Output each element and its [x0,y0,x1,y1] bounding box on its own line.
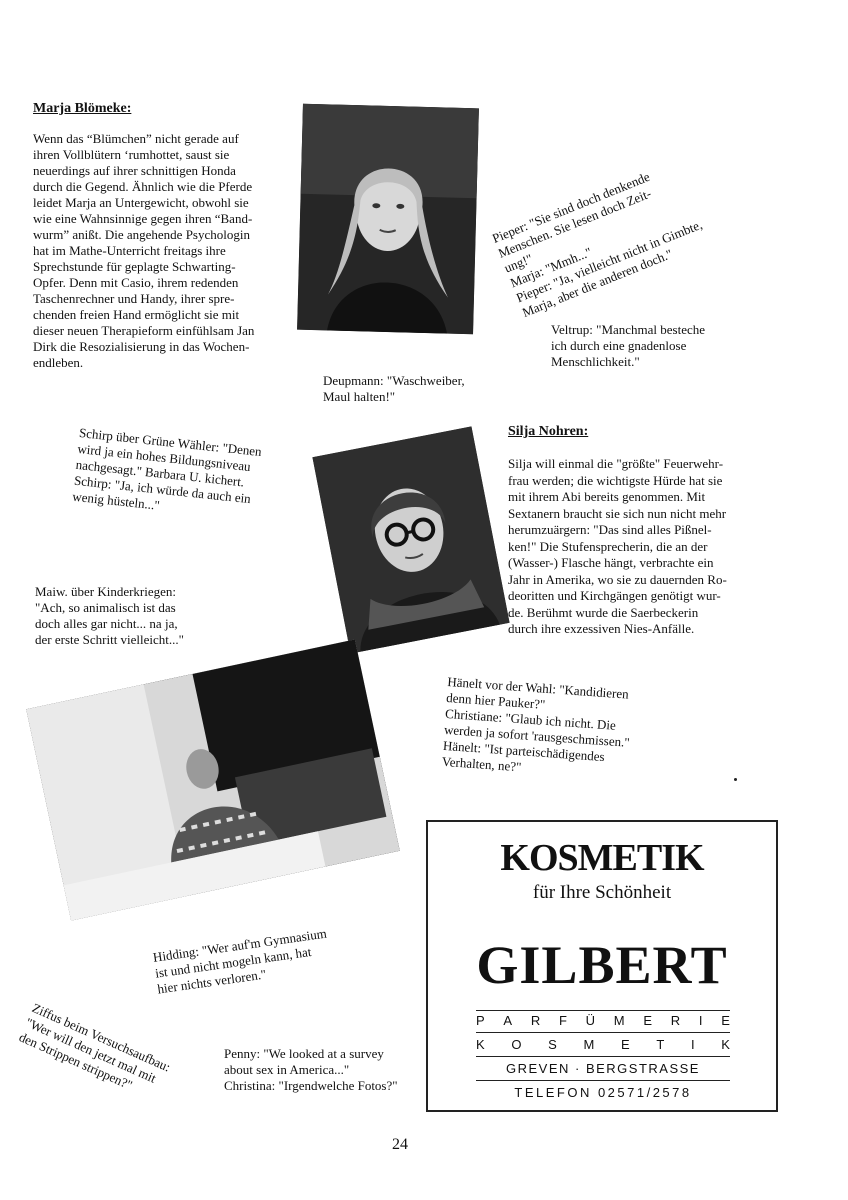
marja-text: Wenn das “Blümchen” nicht gerade auf ihren Vollblütern ‘rumhottet, saust sie neuerdings auf ihrer schnittigen Honda durch die Gegend. Ähnlich wie die Pferde leidet Marja an Untergewicht, obwohl sie wie eine Wahnsinnige gegen ihren “Band- wurm” anißt. Die angehende Psychologin hat im Mathe-Unterricht freitags ihre Sprechstunde für geplagte Schwarting- Opfer. Denn mit Casio, ihrem redenden Taschenrechner und Handy, ihrer spre- chenden freien Hand ermöglicht sie mit dieser neuen Therapieform einfühlsam Jan Dirk die Resozialisierung in das Wochen- endleben. [33,131,255,370]
haenelt-quote: Hänelt vor der Wahl: "Kandidieren denn hier Pauker?" Christiane: "Glaub ich nicht. Die werden ja sofort 'rausgeschmissen." Hänelt: "Ist parteischädigendes Verhalten, ne?" [441,674,631,775]
ad-letter: R [530,1012,541,1028]
ad-letter: K [476,1036,485,1052]
ad-letter: I [698,1012,703,1028]
ad-letter: T [656,1036,665,1052]
ad-letter: S [548,1036,557,1052]
marja-heading: Marja Blömeke: [33,101,132,116]
penny-quote: Penny: "We looked at a survey about sex in America..." Christina: "Irgendwelche Fotos?" [224,1046,398,1093]
veltrup-quote: Veltrup: "Manchmal besteche ich durch eine gnadenlose Menschlichkeit." [551,322,706,369]
pieper-quote: Pieper: "Sie sind doch denkende Menschen. Sie lesen doch Zeit- ung!" Marja: "Mmh..." Pieper: "Ja, vielleicht nicht in Gimbte, Marja, aber die anderen doch." [490,168,705,321]
silja-photo [312,426,509,653]
ad-divider [476,1032,730,1033]
portrait-image [312,426,509,653]
portrait-image [297,104,479,335]
ad-phone: TELEFON 02571/2578 [514,1084,692,1100]
hidding-quote: Hidding: "Wer auf'm Gymnasium ist und nicht mogeln kann, hat hier nichts verloren." [152,925,328,997]
ad-letter: M [613,1012,625,1028]
ad-letter: M [583,1036,595,1052]
ad-letter: Ü [585,1012,596,1028]
ad-divider [476,1080,730,1081]
classroom-photo [26,639,400,920]
maiw-quote: Maiw. über Kinderkriegen: "Ach, so animalisch ist das doch alles gar nicht... na ja, der erste Schritt vielleicht..." [35,584,184,647]
ad-letter: O [511,1036,522,1052]
ink-dot [734,778,737,781]
marja-photo [297,104,479,335]
ad-divider [476,1056,730,1057]
ad-parfuemerie-row [476,1010,730,1030]
deupmann-quote: Deupmann: "Waschweiber, Maul halten!" [323,373,465,404]
classroom-image [26,639,400,920]
ad-address: GREVEN · BERGSTRASSE [506,1060,700,1076]
ad-title: KOSMETIK [500,837,704,879]
ziffus-quote: Ziffus beim Versuchsaufbau: "Wer will den jetzt mal mit den Strippen strippen?" [16,1000,173,1093]
kosmetik-advertisement [426,820,778,1112]
ad-letter: E [643,1012,652,1028]
ad-letter: E [621,1036,630,1052]
page-number: 24 [392,1136,408,1153]
ad-letter: E [721,1012,730,1028]
ad-subtitle: für Ihre Schönheit [532,882,672,903]
ad-kosmetik-row [476,1034,730,1054]
ad-letter: A [503,1012,513,1028]
silja-heading: Silja Nohren: [508,424,589,439]
ad-letter: R [670,1012,681,1028]
ad-letter: I [690,1036,695,1052]
ad-letter: K [721,1036,730,1052]
ad-letter: F [558,1012,567,1028]
schirp-quote: Schirp über Grüne Wähler: "Denen wird ja ein hohes Bildungsniveau nachgesagt." Barbara U. kichert. Schirp: "Ja, ich würde da auch ein wenig hüsteln..." [71,425,263,513]
ad-brand: GILBERT [476,935,728,995]
silja-text: Silja will einmal die "größte" Feuerwehr- frau werden; die wichtigste Hürde hat sie mit ihrem Abi bereits genommen. Mit Sextanern braucht sie sich nun nicht mehr herumzuärgern: "Das sind alles Pißnel- ken!" Die Stufensprecherin, die an der (Wasser-) Flasche hängt, verbrachte ein Jahr in Amerika, wo sie zu dauernden Ro- deoritten und Kirchgängen genötigt wur- de. Berühmt wurde die Saerbeckerin durch ihre exzessiven Nies-Anfälle. [508,456,727,636]
ad-letter: P [476,1012,485,1028]
